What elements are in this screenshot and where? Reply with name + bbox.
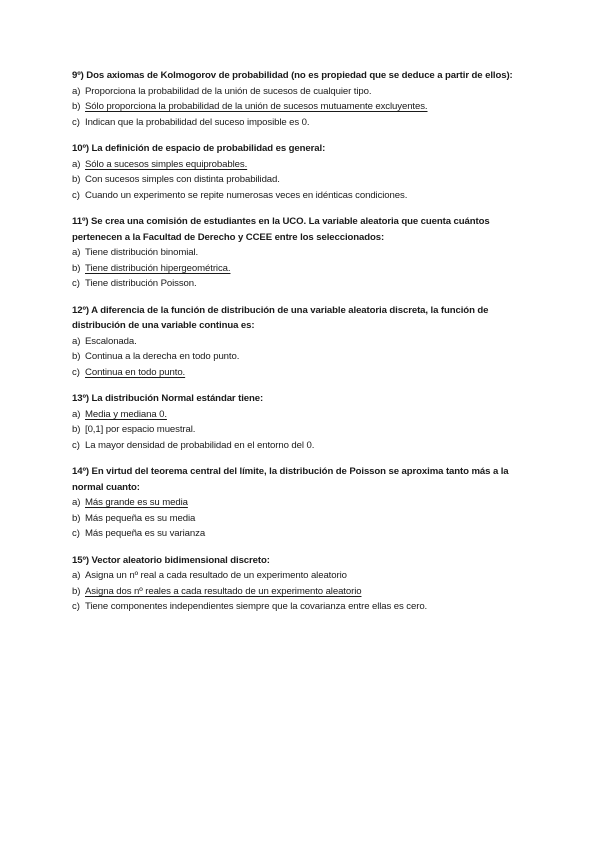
option-letter: c): [72, 601, 80, 612]
option-letter: b): [72, 351, 81, 362]
option-text: Tiene distribución binomial.: [85, 247, 199, 258]
option-text-answer: Continua en todo punto.: [85, 366, 186, 378]
question-10: [72, 141, 532, 203]
option-c: [72, 188, 532, 204]
option-b: [72, 349, 532, 365]
option-letter: a): [72, 497, 81, 508]
question-title: 12º) A diferencia de la función de distribución de una variable aleatoria discreta, la función de distribución de una variable continua es:: [72, 304, 489, 331]
option-letter: b): [72, 101, 81, 112]
option-text: La mayor densidad de probabilidad en el entorno del 0.: [85, 439, 315, 451]
question-title: 15º) Vector aleatorio bidimensional discreto:: [72, 554, 270, 566]
option-text-answer: Media y mediana 0.: [85, 408, 167, 420]
option-letter: c): [72, 528, 80, 539]
question-title: 11º) Se crea una comisión de estudiantes en la UCO. La variable aleatoria que cuenta cuántos pertenecen a la Facultad de Derecho y CCEE entre los seleccionados:: [72, 216, 490, 243]
option-text-answer: Sólo a sucesos simples equiprobables.: [85, 158, 248, 170]
option-text-answer: Sólo proporciona la probabilidad de la unión de sucesos mutuamente excluyentes.: [85, 101, 428, 112]
option-text-answer: Tiene distribución hipergeométrica.: [85, 262, 231, 274]
option-letter: c): [72, 116, 80, 128]
option-text: Más pequeña es su media: [85, 512, 196, 524]
document-page: [72, 68, 532, 626]
option-a: [72, 407, 532, 423]
option-a: [72, 568, 532, 584]
option-text: Escalonada.: [85, 335, 137, 347]
option-letter: b): [72, 512, 81, 524]
question-9: [72, 68, 532, 130]
option-text: Asigna un nº real a cada resultado de un experimento aleatorio: [85, 570, 347, 581]
option-c: [72, 276, 532, 292]
option-a: [72, 495, 532, 511]
question-title: 13º) La distribución Normal estándar tiene:: [72, 393, 264, 404]
option-text-answer: Asigna dos nº reales a cada resultado de un experimento aleatorio: [85, 585, 362, 597]
option-text: Indican que la probabilidad del suceso imposible es 0.: [85, 116, 310, 128]
option-a: [72, 84, 532, 100]
option-b: [72, 99, 532, 115]
question-11: [72, 214, 532, 292]
option-letter: a): [72, 570, 81, 581]
option-text: Tiene componentes independientes siempre que la covarianza entre ellas es cero.: [85, 601, 428, 612]
question-title: 9º) Dos axiomas de Kolmogorov de probabilidad (no es propiedad que se deduce a partir de ellos):: [72, 70, 513, 81]
option-letter: c): [72, 439, 80, 451]
option-a: [72, 334, 532, 350]
question-title: 10º) La definición de espacio de probabilidad es general:: [72, 143, 326, 154]
option-letter: a): [72, 85, 81, 97]
question-12: [72, 303, 532, 381]
option-text: Proporciona la probabilidad de la unión de sucesos de cualquier tipo.: [85, 85, 372, 97]
option-c: [72, 526, 532, 542]
option-b: [72, 261, 532, 277]
option-b: [72, 511, 532, 527]
option-c: [72, 115, 532, 131]
option-text: Continua a la derecha en todo punto.: [85, 351, 240, 362]
option-a: [72, 157, 532, 173]
option-letter: b): [72, 424, 81, 435]
option-text: Más pequeña es su varianza: [85, 528, 206, 539]
option-letter: a): [72, 408, 81, 420]
question-15: [72, 553, 532, 615]
option-c: [72, 599, 532, 615]
option-letter: c): [72, 189, 80, 201]
option-b: [72, 172, 532, 188]
option-letter: b): [72, 262, 81, 274]
option-letter: c): [72, 278, 80, 289]
option-b: [72, 422, 532, 438]
question-13: [72, 391, 532, 453]
option-text: [0,1] por espacio muestral.: [85, 424, 196, 435]
option-text: Cuando un experimento se repite numerosas veces en idénticas condiciones.: [85, 189, 408, 201]
option-letter: c): [72, 366, 80, 378]
option-letter: a): [72, 335, 81, 347]
option-b: [72, 584, 532, 600]
question-title: 14º) En virtud del teorema central del límite, la distribución de Poisson se aproxima tanto más a la normal cuanto:: [72, 466, 509, 493]
option-text-answer: Más grande es su media: [85, 497, 188, 508]
option-c: [72, 365, 532, 381]
option-a: [72, 245, 532, 261]
option-c: [72, 438, 532, 454]
question-14: [72, 464, 532, 542]
option-letter: a): [72, 158, 81, 170]
option-letter: b): [72, 585, 81, 597]
option-letter: b): [72, 174, 81, 185]
option-text: Tiene distribución Poisson.: [85, 278, 197, 289]
option-letter: a): [72, 247, 81, 258]
option-text: Con sucesos simples con distinta probabilidad.: [85, 174, 280, 185]
